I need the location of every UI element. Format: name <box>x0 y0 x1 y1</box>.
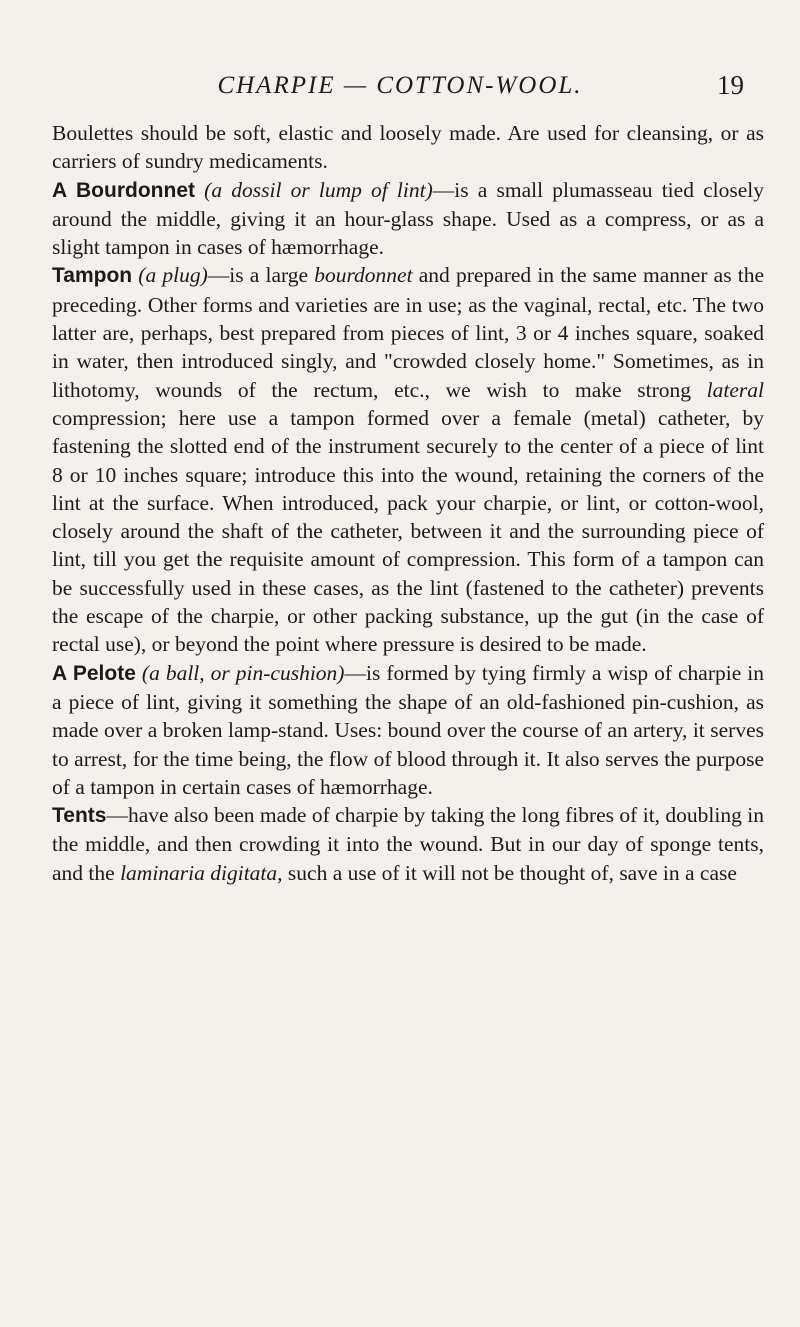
paragraph-text: —is a large <box>207 263 315 288</box>
page-body <box>52 119 764 887</box>
paragraph-text: —have also been made of charpie by taking the long fibres of it, doubling in the middle, and then crowding it into the wound. But in our day of sponge tents, and the <box>52 803 764 885</box>
gloss-pelote: (a ball, or pin-cushion) <box>141 660 345 685</box>
running-head: CHARPIE — COTTON-WOOL. <box>217 72 583 99</box>
term-tampon: Tampon <box>52 264 133 288</box>
gloss-tampon: (a plug) <box>138 263 208 288</box>
term-pelote: A Pelote <box>52 661 136 685</box>
paragraph-bourdonnet <box>52 176 764 262</box>
italic-bourdonnet: bourdonnet <box>314 263 413 288</box>
paragraph-boulettes <box>52 119 764 176</box>
italic-laminaria: laminaria digitata, <box>120 860 283 885</box>
paragraph-tampon <box>52 261 764 658</box>
term-bourdonnet: A Bourdonnet <box>52 178 195 202</box>
paragraph-text: compression; here use a tampon formed over a female (metal) catheter, by fastening the slotted end of the instrument securely to the center of a piece of lint 8 or 10 inches square; introduce this into the wound, retaining the corners of the lint at the surface. When introduced, pack your charpie, or lint, or cotton-wool, closely around the shaft of the catheter, between it and the surrounding piece of lint, till you get the requisite amount of compression. This form of a tampon can be successfully used in these cases, as the lint (fastened to the catheter) prevents the escape of the charpie, or other packing substance, up the gut (in the case of rectal use), or beyond the point where pressure is desired to be made. <box>52 405 764 657</box>
paragraph-text: Boulettes should be soft, elastic and loosely made. Are used for cleansing, or as carriers of sundry medicaments. <box>52 121 764 174</box>
paragraph-pelote <box>52 659 764 801</box>
italic-lateral: lateral <box>706 377 764 402</box>
page-number: 19 <box>717 70 744 100</box>
page-header <box>0 66 800 106</box>
gloss-bourdonnet: (a dossil or lump of lint) <box>204 177 433 202</box>
paragraph-text: —is a small plumasseau tied closely around the middle, giving it an hour-glass shape. Used as a compress, or as a slight tampon in cases of hæmorrhage. <box>52 177 765 260</box>
paragraph-text: and prepared in the same manner as the preceding. Other forms and varieties are in use; as the vaginal, rectal, etc. The two latter are, perhaps, best prepared from pieces of lint, 3 or 4 inches square, soaked in water, then introduced singly, and "crowded closely home." Sometimes, as in lithotomy, wounds of the rectum, etc., we wish to make strong <box>52 263 764 402</box>
term-tents: Tents <box>52 804 107 828</box>
paragraph-text: —is formed by tying firmly a wisp of charpie in a piece of lint, giving it something the shape of an old-fashioned pin-cushion, as made over a broken lamp-stand. Uses: bound over the course of an artery, it serves to arrest, for the time being, the flow of blood through it. It also serves the purpose of a tampon in certain cases of hæmorrhage. <box>52 660 764 799</box>
paragraph-text: such a use of it will not be thought of, save in a case <box>282 860 737 885</box>
paragraph-tents <box>52 801 764 887</box>
